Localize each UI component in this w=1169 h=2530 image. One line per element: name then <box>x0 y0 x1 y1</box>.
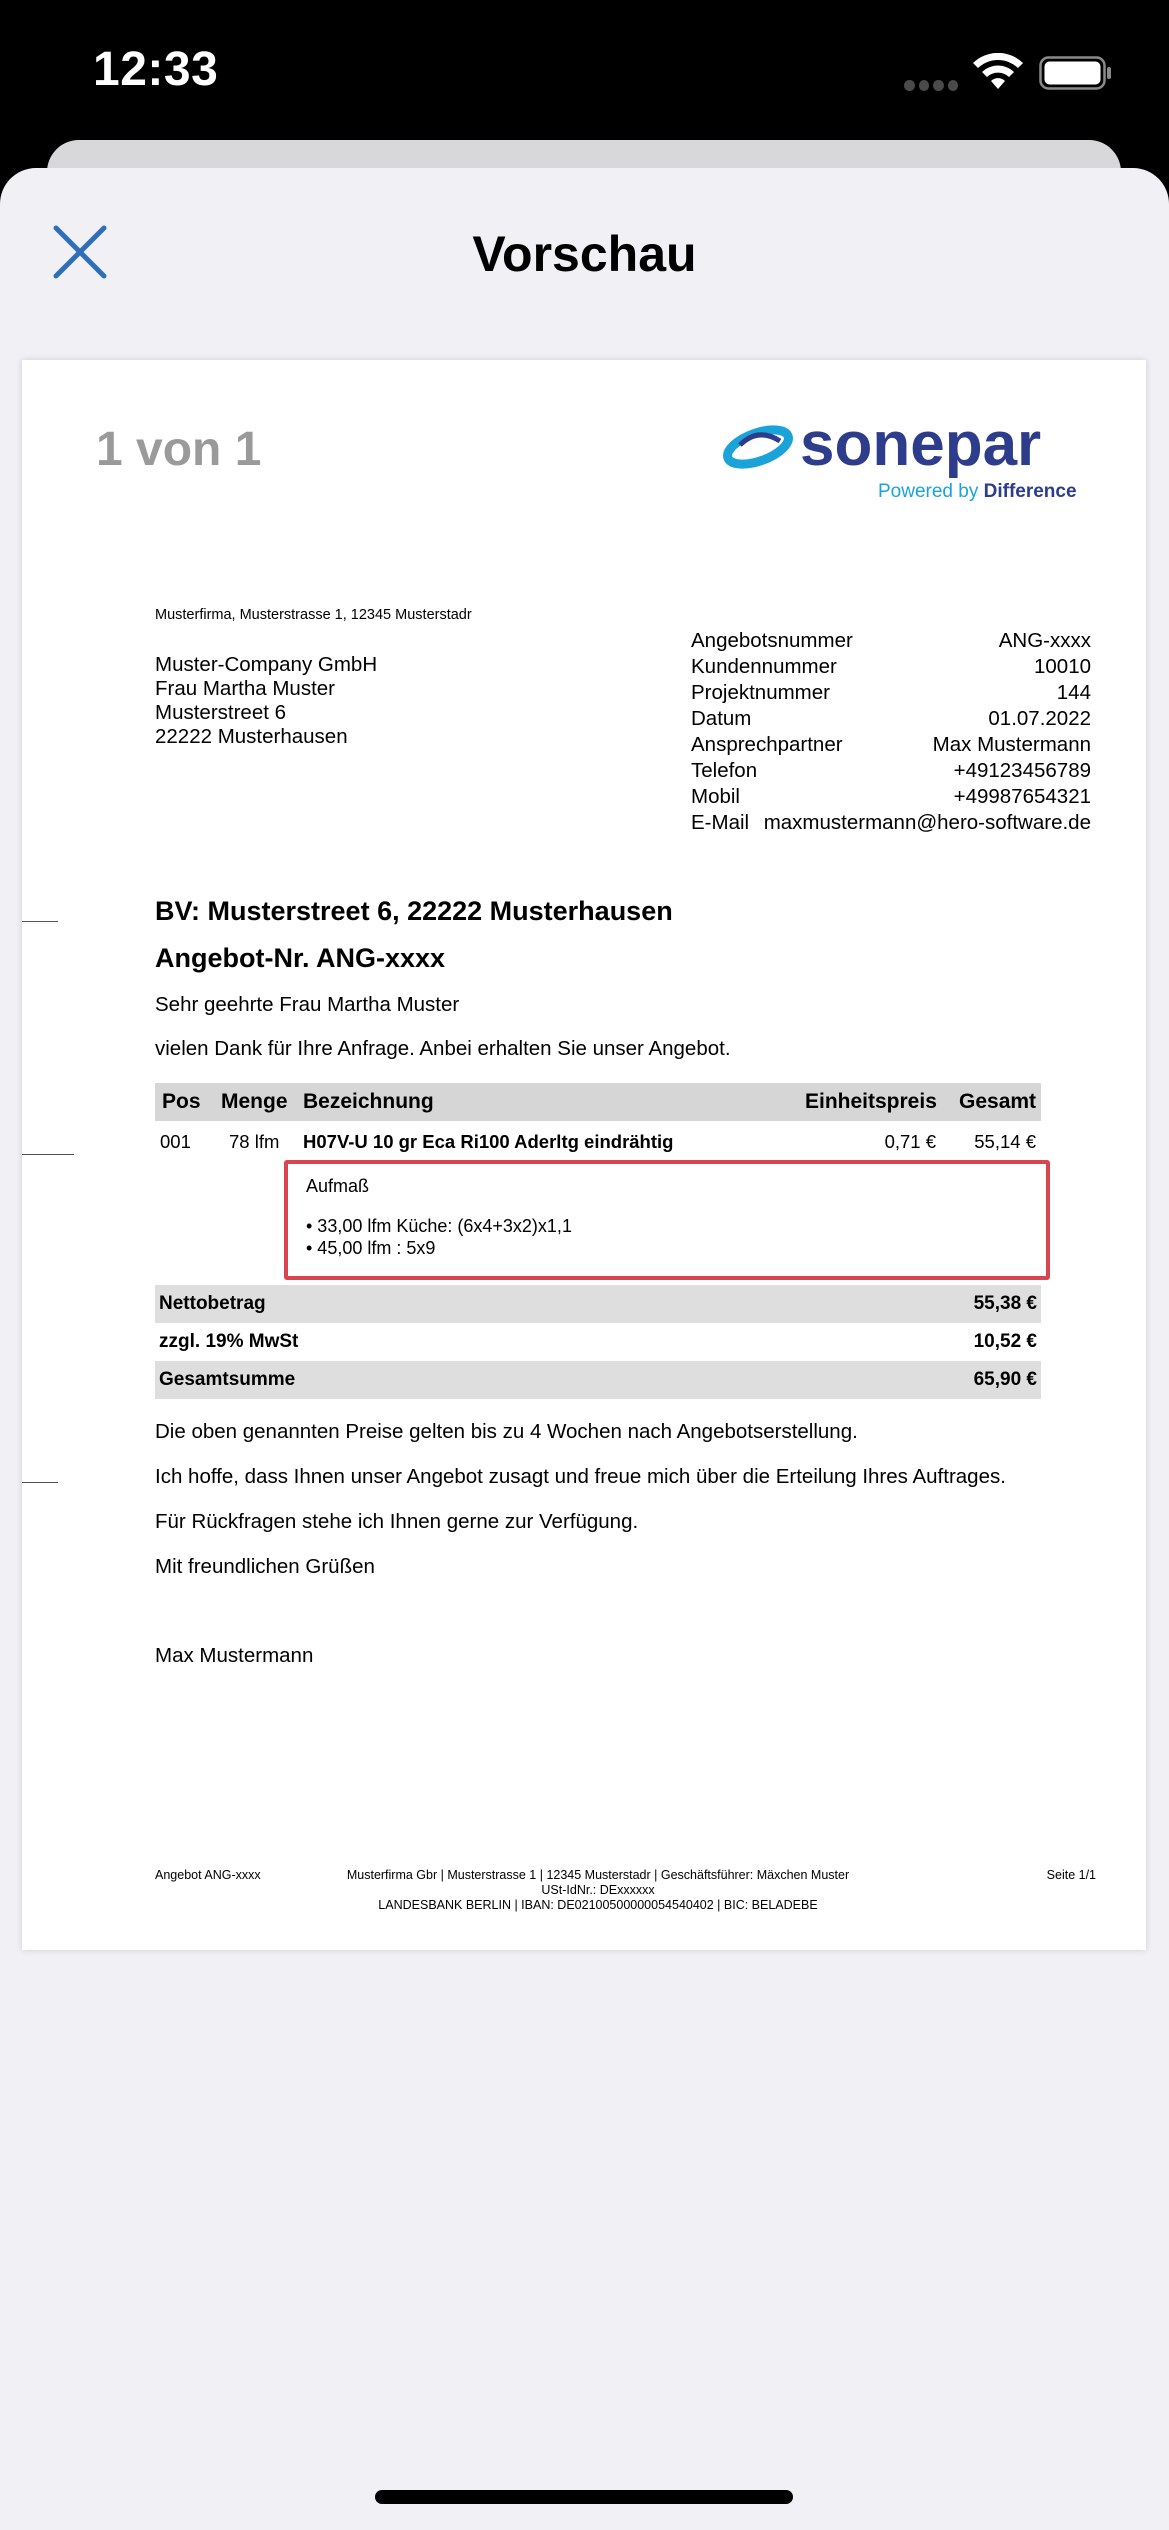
info-row-phone: Telefon +49123456789 <box>691 759 1091 782</box>
signature: Max Mustermann <box>155 1644 314 1667</box>
grand-total-label: Gesamtsumme <box>159 1369 296 1390</box>
grand-total-value: 65,90 € <box>973 1369 1037 1390</box>
item-bezeichnung: H07V-U 10 gr Eca Ri100 Aderltg eindrähtig <box>303 1131 674 1152</box>
vat-label: zzgl. 19% MwSt <box>159 1331 299 1352</box>
header-gesamt: Gesamt <box>959 1090 1037 1113</box>
recipient-line: Frau Martha Muster <box>155 677 335 700</box>
closing-line: Für Rückfragen stehe ich Ihnen gerne zur Verfügung. <box>155 1510 639 1533</box>
measurement-line: • 45,00 lfm : 5x9 <box>306 1238 436 1258</box>
info-row-date: Datum 01.07.2022 <box>691 707 1091 730</box>
closing-line: Mit freundlichen Grüßen <box>155 1555 375 1578</box>
footer-bank: LANDESBANK BERLIN | IBAN: DE02100500000054540402 | BIC: BELADEBE <box>378 1898 818 1912</box>
recipient-line: 22222 Musterhausen <box>155 725 348 748</box>
home-indicator[interactable] <box>375 2490 793 2504</box>
intro-text: vielen Dank für Ihre Anfrage. Anbei erhalten Sie unser Angebot. <box>155 1037 731 1060</box>
greeting: Sehr geehrte Frau Martha Muster <box>155 993 460 1016</box>
punch-mark <box>22 1154 74 1155</box>
measurement-title: Aufmaß <box>306 1176 370 1196</box>
header-menge: Menge <box>221 1090 288 1113</box>
info-row-project-number: Projektnummer 144 <box>691 681 1091 704</box>
sheet-title: Vorschau <box>472 226 697 282</box>
recipient-address <box>155 653 377 749</box>
info-row-offer-number: Angebotsnummer ANG-xxxx <box>691 629 1091 652</box>
table-row <box>155 1123 1041 1161</box>
footer-page: Seite 1/1 <box>1046 1868 1096 1882</box>
footer-company: Musterfirma Gbr | Musterstrasse 1 | 12345 Musterstadr | Geschäftsführer: Mäxchen Muster <box>346 1868 850 1882</box>
net-value: 55,38 € <box>973 1293 1037 1314</box>
offer-number-heading: Angebot-Nr. ANG-xxxx <box>155 943 446 973</box>
svg-text:sonepar: sonepar <box>800 410 1042 479</box>
signal-dots-icon <box>904 80 958 92</box>
wifi-icon <box>970 53 1026 93</box>
document-page[interactable] <box>22 360 1146 1950</box>
info-row-mobile: Mobil +49987654321 <box>691 785 1091 808</box>
grand-total-row <box>155 1361 1041 1399</box>
info-row-email: E-Mail maxmustermann@hero-software.de <box>691 811 1091 834</box>
item-pos: 001 <box>160 1131 191 1152</box>
construction-site-heading: BV: Musterstreet 6, 22222 Musterhausen <box>155 896 673 926</box>
item-gesamt: 55,14 € <box>974 1131 1036 1152</box>
page-count: 1 von 1 <box>96 423 262 476</box>
status-bar <box>0 0 1169 150</box>
closing-line: Ich hoffe, dass Ihnen unser Angebot zusagt und freue mich über die Erteilung Ihres Auftrages. <box>155 1465 1006 1488</box>
offer-info-table <box>691 628 1091 836</box>
header-pos: Pos <box>162 1090 201 1113</box>
header-bezeichnung: Bezeichnung <box>303 1090 434 1113</box>
vat-row <box>155 1323 1041 1361</box>
footer-left: Angebot ANG-xxxx <box>155 1868 261 1882</box>
measurement-line: • 33,00 lfm Küche: (6x4+3x2)x1,1 <box>306 1216 572 1236</box>
fold-mark <box>22 921 58 922</box>
fold-mark <box>22 1482 58 1483</box>
item-menge: 78 lfm <box>229 1131 280 1152</box>
battery-icon <box>1039 56 1113 90</box>
items-table-header <box>155 1083 1041 1121</box>
info-row-contact: Ansprechpartner Max Mustermann <box>691 733 1091 756</box>
svg-text:Powered by Difference: Powered by Difference <box>878 481 1077 502</box>
footer-center <box>338 1868 858 1913</box>
vat-value: 10,52 € <box>973 1331 1037 1352</box>
measurement-box[interactable] <box>284 1160 1050 1280</box>
header-einheitspreis: Einheitspreis <box>805 1090 937 1113</box>
info-row-customer-number: Kundennummer 10010 <box>691 655 1091 678</box>
status-time: 12:33 <box>93 43 219 96</box>
item-einheitspreis: 0,71 € <box>884 1131 936 1152</box>
sonepar-logo <box>722 405 1092 505</box>
closing-line: Die oben genannten Preise gelten bis zu 4 Wochen nach Angebotserstellung. <box>155 1420 858 1443</box>
footer-vat-id: USt-IdNr.: DExxxxxx <box>541 1883 655 1897</box>
net-total-row <box>155 1285 1041 1323</box>
sender-line: Musterfirma, Musterstrasse 1, 12345 Musterstadr <box>155 607 472 623</box>
recipient-line: Musterstreet 6 <box>155 701 287 724</box>
recipient-line: Muster-Company GmbH <box>155 653 378 676</box>
net-label: Nettobetrag <box>159 1293 266 1314</box>
